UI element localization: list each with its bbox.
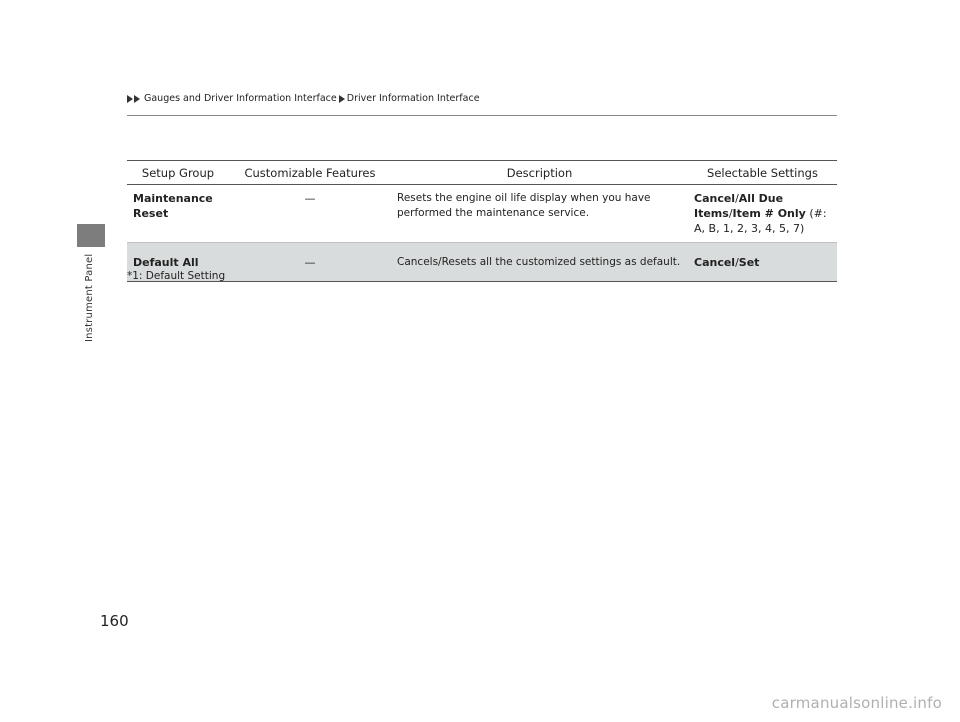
- setup-group-cell: Default All: [127, 243, 229, 282]
- setup-group-cell: Maintenance Reset: [127, 185, 229, 243]
- breadcrumb-arrow-icon: [127, 95, 133, 103]
- customizable-feature-cell: —: [229, 185, 391, 243]
- setting-separator: /: [728, 207, 733, 220]
- section-tab-marker: [77, 224, 105, 247]
- customizable-feature-cell: —: [229, 243, 391, 282]
- table-row: [127, 185, 837, 243]
- customization-table: [127, 160, 837, 282]
- section-label: Instrument Panel: [84, 253, 95, 342]
- table-row: [127, 243, 837, 282]
- setting-option: All Due Items: [694, 192, 784, 220]
- column-header-customizable-features: Customizable Features: [229, 161, 391, 185]
- footnote: *1: Default Setting: [127, 270, 226, 282]
- column-header-description: Description: [391, 161, 688, 185]
- selectable-settings-cell: [688, 243, 837, 282]
- table-header-row: [127, 161, 837, 185]
- description-cell: Resets the engine oil life display when you have performed the maintenance service.: [391, 185, 688, 243]
- setting-option: Set: [738, 255, 760, 269]
- setting-option: Cancel: [694, 255, 736, 269]
- setting-separator: /: [735, 255, 739, 269]
- selectable-settings-cell: [688, 185, 837, 243]
- breadcrumb: [127, 93, 480, 104]
- setting-option: Cancel: [694, 192, 736, 205]
- watermark: carmanualsonline.info: [771, 694, 942, 712]
- setting-note: (#: A, B, 1, 2, 3, 4, 5, 7): [694, 207, 827, 235]
- page-number: 160: [100, 612, 129, 630]
- column-header-selectable-settings: Selectable Settings: [688, 161, 837, 185]
- breadcrumb-arrow-icon: [134, 95, 140, 103]
- breadcrumb-item-driver-info[interactable]: Driver Information Interface: [346, 93, 480, 104]
- breadcrumb-arrow-icon: [339, 95, 345, 103]
- setting-option: Item # Only: [732, 207, 806, 220]
- setting-separator: /: [735, 192, 739, 205]
- description-cell: Cancels/Resets all the customized settings as default.: [391, 243, 688, 282]
- breadcrumb-item-gauges[interactable]: Gauges and Driver Information Interface: [144, 93, 337, 104]
- column-header-setup-group: Setup Group: [127, 161, 229, 185]
- header-divider: [127, 115, 837, 116]
